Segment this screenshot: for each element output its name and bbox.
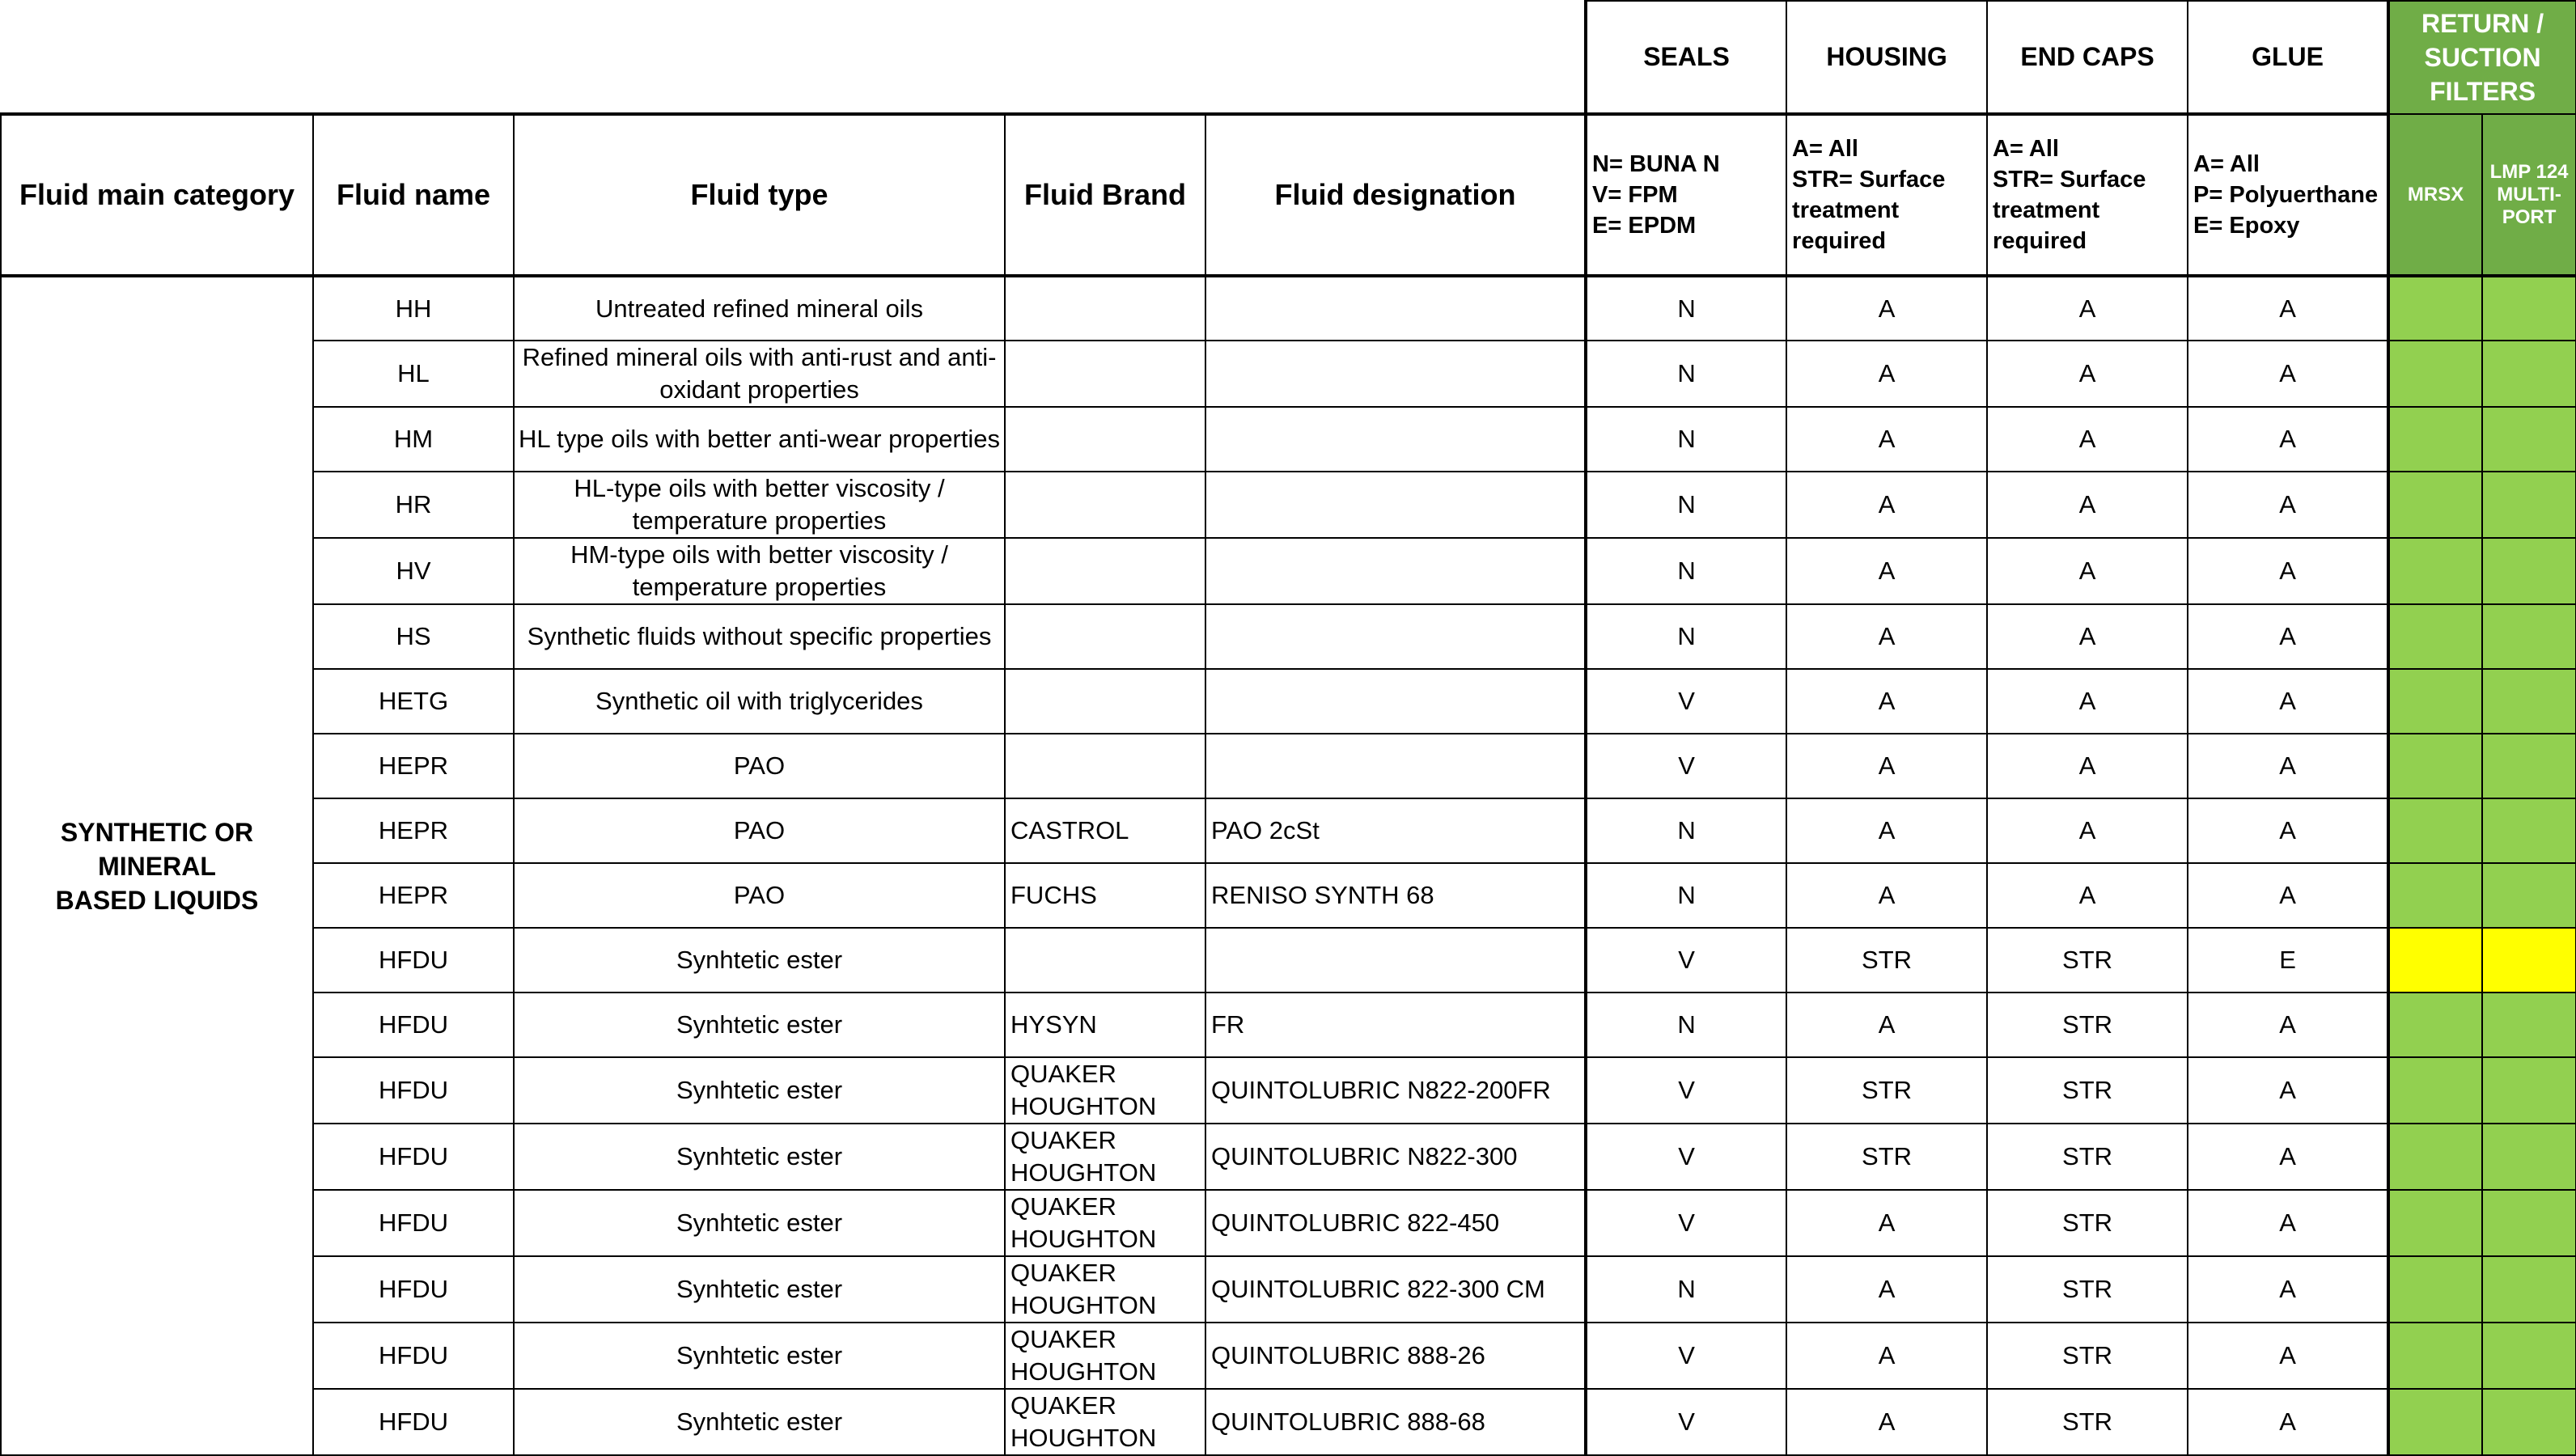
brand-line: QUAKER [1010,1192,1116,1221]
end-caps-cell: STR [1987,1389,2188,1455]
seals-cell: N [1586,863,1786,928]
fluid-designation-cell: RENISO SYNTH 68 [1205,863,1586,928]
fluid-designation-cell [1205,341,1586,407]
fluid-name-cell: HFDU [313,1124,514,1190]
fluid-designation-cell [1205,472,1586,538]
fluid-type-cell: Synthetic fluids without specific properties [514,604,1005,669]
filter-lmp124-status-cell [2482,1124,2576,1190]
brand-line: CASTROL [1010,816,1129,844]
seals-cell: N [1586,276,1786,341]
filter-lmp124-status-cell [2482,863,2576,928]
housing-cell: A [1786,1256,1987,1323]
table-row [1,798,2576,863]
column-header-row [1,114,2576,276]
fluid-designation-cell: PAO 2cSt [1205,798,1586,863]
end-caps-cell: STR [1987,993,2188,1057]
fluid-name-cell: HV [313,538,514,604]
fluid-type-cell: HL type oils with better anti-wear properties [514,407,1005,472]
end-caps-cell: A [1987,669,2188,734]
fluid-designation-cell: FR [1205,993,1586,1057]
brand-line: HOUGHTON [1010,1357,1157,1386]
fluid-type-cell: Synhtetic ester [514,1389,1005,1455]
table-row [1,604,2576,669]
end-caps-cell: A [1987,604,2188,669]
fluid-brand-cell [1005,1323,1205,1389]
glue-legend [2188,114,2388,276]
end-caps-group-header: END CAPS [1987,1,2188,114]
fluid-type-cell: Synhtetic ester [514,928,1005,993]
legend-line: E= EPDM [1592,213,1697,239]
seals-cell: V [1586,1389,1786,1455]
housing-group-header: HOUSING [1786,1,1987,114]
fluid-name-cell: HEPR [313,734,514,798]
fluid-type-cell: Synhtetic ester [514,1190,1005,1256]
fluid-name-cell: HETG [313,669,514,734]
col-filter-lmp124 [2482,114,2576,276]
fluid-name-cell: HFDU [313,1323,514,1389]
fluid-brand-cell [1005,798,1205,863]
seals-cell: N [1586,798,1786,863]
legend-line: STR= Surface [1792,167,1946,193]
glue-cell: A [2188,798,2388,863]
fluid-brand-cell [1005,341,1205,407]
fluid-designation-cell [1205,276,1586,341]
glue-cell: A [2188,1389,2388,1455]
filter-lmp124-status-cell [2482,407,2576,472]
table-row [1,1389,2576,1455]
glue-cell: A [2188,1124,2388,1190]
table-row [1,1256,2576,1323]
brand-line: QUAKER [1010,1259,1116,1287]
filter-lmp124-status-cell [2482,604,2576,669]
fluid-name-cell: HFDU [313,1256,514,1323]
seals-cell: N [1586,604,1786,669]
end-caps-cell: STR [1987,1057,2188,1124]
housing-cell: A [1786,1190,1987,1256]
glue-cell: A [2188,407,2388,472]
housing-cell: A [1786,1323,1987,1389]
legend-line: E= Epoxy [2193,213,2300,239]
housing-cell: A [1786,798,1987,863]
filter-lmp124-status-cell [2482,993,2576,1057]
fluid-name-cell: HL [313,341,514,407]
filters-group-header [2388,1,2576,114]
fluid-type-cell: Untreated refined mineral oils [514,276,1005,341]
main-category-line: SYNTHETIC OR [60,817,254,847]
table-row [1,734,2576,798]
fluid-brand-cell [1005,472,1205,538]
table-row [1,341,2576,407]
fluid-brand-cell [1005,1124,1205,1190]
fluid-name-cell: HEPR [313,798,514,863]
filter-mrsx-status-cell [2388,604,2482,669]
seals-legend [1586,114,1786,276]
end-caps-legend [1987,114,2188,276]
filter-lmp124-status-cell [2482,341,2576,407]
glue-cell: A [2188,604,2388,669]
housing-cell: A [1786,1389,1987,1455]
seals-cell: V [1586,1124,1786,1190]
fluid-brand-cell [1005,276,1205,341]
fluid-name-cell: HFDU [313,1389,514,1455]
fluid-designation-cell [1205,538,1586,604]
fluid-brand-cell [1005,669,1205,734]
filter-lmp124-status-cell [2482,276,2576,341]
fluid-name-cell: HS [313,604,514,669]
housing-cell: A [1786,734,1987,798]
glue-cell: A [2188,1190,2388,1256]
fluid-brand-cell [1005,407,1205,472]
filter-mrsx-status-cell [2388,407,2482,472]
filter-mrsx-status-cell [2388,341,2482,407]
fluid-brand-cell [1005,734,1205,798]
brand-line: QUAKER [1010,1060,1116,1088]
fluid-type-cell: HL-type oils with better viscosity / temperature properties [514,472,1005,538]
filter-mrsx-status-cell [2388,1323,2482,1389]
glue-cell: A [2188,1323,2388,1389]
brand-line: QUAKER [1010,1126,1116,1154]
top-header-row [1,1,2576,114]
housing-cell: A [1786,604,1987,669]
col-filter-mrsx: MRSX [2388,114,2482,276]
glue-cell: A [2188,1057,2388,1124]
end-caps-cell: A [1987,472,2188,538]
filter-mrsx-status-cell [2388,472,2482,538]
table-row [1,993,2576,1057]
lmp-header-line: LMP 124 [2489,160,2569,183]
fluid-brand-cell [1005,928,1205,993]
legend-line: treatment [1792,197,1900,223]
fluid-designation-cell [1205,604,1586,669]
housing-cell: STR [1786,1124,1987,1190]
glue-cell: A [2188,993,2388,1057]
brand-line: QUAKER [1010,1325,1116,1353]
end-caps-cell: STR [1987,1190,2188,1256]
fluid-brand-cell [1005,993,1205,1057]
seals-cell: N [1586,1256,1786,1323]
fluid-type-cell: Synhtetic ester [514,993,1005,1057]
fluid-type-cell: PAO [514,734,1005,798]
fluid-name-cell: HR [313,472,514,538]
legend-line: required [1792,228,1887,254]
main-category-line: MINERAL [98,851,216,881]
fluid-brand-cell [1005,1190,1205,1256]
lmp-header-line: PORT [2502,205,2557,228]
glue-cell: A [2188,538,2388,604]
fluid-designation-cell: QUINTOLUBRIC 822-300 CM [1205,1256,1586,1323]
filter-mrsx-status-cell [2388,734,2482,798]
filter-mrsx-status-cell [2388,1389,2482,1455]
filter-lmp124-status-cell [2482,734,2576,798]
brand-line: HOUGHTON [1010,1291,1157,1319]
table-row [1,407,2576,472]
main-category-line: BASED LIQUIDS [55,885,259,915]
filter-lmp124-status-cell [2482,472,2576,538]
filter-lmp124-status-cell [2482,1256,2576,1323]
fluid-brand-cell [1005,863,1205,928]
col-fluid-brand: Fluid Brand [1005,114,1205,276]
seals-cell: N [1586,472,1786,538]
end-caps-cell: A [1987,798,2188,863]
fluid-designation-cell: QUINTOLUBRIC 888-68 [1205,1389,1586,1455]
housing-cell: STR [1786,1057,1987,1124]
legend-line: N= BUNA N [1592,151,1720,177]
filter-lmp124-status-cell [2482,928,2576,993]
col-fluid-type: Fluid type [514,114,1005,276]
table-row [1,669,2576,734]
brand-line: HOUGHTON [1010,1158,1157,1187]
filter-lmp124-status-cell [2482,1389,2576,1455]
table-row [1,1323,2576,1389]
table-row [1,538,2576,604]
legend-line: treatment [1993,197,2100,223]
table-row [1,928,2576,993]
end-caps-cell: A [1987,341,2188,407]
fluid-type-cell: Synhtetic ester [514,1323,1005,1389]
filter-mrsx-status-cell [2388,538,2482,604]
fluid-brand-cell [1005,604,1205,669]
legend-line: V= FPM [1592,182,1678,208]
legend-line: P= Polyuerthane [2193,182,2379,208]
legend-line: STR= Surface [1993,167,2146,193]
end-caps-cell: STR [1987,1323,2188,1389]
legend-line: A= All [1792,136,1858,162]
filter-mrsx-status-cell [2388,1256,2482,1323]
filter-mrsx-status-cell [2388,669,2482,734]
glue-cell: A [2188,863,2388,928]
end-caps-cell: STR [1987,1124,2188,1190]
glue-cell: E [2188,928,2388,993]
fluid-type-cell: HM-type oils with better viscosity / temperature properties [514,538,1005,604]
seals-cell: V [1586,928,1786,993]
housing-cell: STR [1786,928,1987,993]
fluid-brand-cell [1005,1389,1205,1455]
fluid-designation-cell [1205,928,1586,993]
filter-mrsx-status-cell [2388,1190,2482,1256]
housing-cell: A [1786,863,1987,928]
seals-cell: V [1586,1323,1786,1389]
end-caps-cell: A [1987,538,2188,604]
table-row [1,276,2576,341]
fluid-name-cell: HFDU [313,928,514,993]
housing-cell: A [1786,993,1987,1057]
legend-line: A= All [2193,151,2260,177]
brand-line: HOUGHTON [1010,1424,1157,1452]
filters-header-line: SUCTION [2424,43,2541,72]
legend-line: required [1993,228,2087,254]
fluid-designation-cell: QUINTOLUBRIC 888-26 [1205,1323,1586,1389]
fluid-designation-cell [1205,669,1586,734]
housing-cell: A [1786,407,1987,472]
seals-cell: N [1586,341,1786,407]
fluid-main-category-cell [1,276,313,1455]
glue-cell: A [2188,472,2388,538]
filters-header-line: FILTERS [2430,77,2536,106]
seals-cell: V [1586,1190,1786,1256]
filter-mrsx-status-cell [2388,928,2482,993]
col-fluid-name: Fluid name [313,114,514,276]
glue-cell: A [2188,1256,2388,1323]
housing-cell: A [1786,341,1987,407]
brand-line: HOUGHTON [1010,1225,1157,1253]
seals-cell: N [1586,993,1786,1057]
seals-cell: N [1586,407,1786,472]
fluid-type-cell: Synhtetic ester [514,1057,1005,1124]
blank-corner [1,1,1586,114]
end-caps-cell: STR [1987,1256,2188,1323]
glue-cell: A [2188,734,2388,798]
filter-lmp124-status-cell [2482,1323,2576,1389]
fluid-name-cell: HM [313,407,514,472]
fluid-name-cell: HH [313,276,514,341]
seals-cell: V [1586,669,1786,734]
filter-mrsx-status-cell [2388,993,2482,1057]
legend-line: A= All [1993,136,2059,162]
end-caps-cell: A [1987,863,2188,928]
fluid-designation-cell: QUINTOLUBRIC N822-300 [1205,1124,1586,1190]
fluid-type-cell: Synhtetic ester [514,1256,1005,1323]
filter-mrsx-status-cell [2388,1057,2482,1124]
col-fluid-main-category: Fluid main category [1,114,313,276]
col-fluid-designation: Fluid designation [1205,114,1586,276]
fluid-type-cell: PAO [514,863,1005,928]
glue-group-header: GLUE [2188,1,2388,114]
filter-mrsx-status-cell [2388,798,2482,863]
glue-cell: A [2188,276,2388,341]
glue-cell: A [2188,669,2388,734]
fluid-designation-cell [1205,734,1586,798]
seals-cell: N [1586,538,1786,604]
filter-mrsx-status-cell [2388,863,2482,928]
brand-line: HYSYN [1010,1010,1097,1039]
table-row [1,472,2576,538]
fluid-name-cell: HFDU [313,993,514,1057]
table-row [1,1124,2576,1190]
filter-lmp124-status-cell [2482,1057,2576,1124]
housing-legend [1786,114,1987,276]
fluid-type-cell: PAO [514,798,1005,863]
end-caps-cell: A [1987,407,2188,472]
filter-mrsx-status-cell [2388,1124,2482,1190]
housing-cell: A [1786,276,1987,341]
fluid-type-cell: Refined mineral oils with anti-rust and anti-oxidant properties [514,341,1005,407]
lmp-header-line: MULTI- [2497,183,2561,205]
fluid-type-cell: Synhtetic ester [514,1124,1005,1190]
fluid-name-cell: HEPR [313,863,514,928]
fluid-brand-cell [1005,538,1205,604]
seals-cell: V [1586,1057,1786,1124]
filter-lmp124-status-cell [2482,1190,2576,1256]
housing-cell: A [1786,669,1987,734]
fluid-designation-cell: QUINTOLUBRIC N822-200FR [1205,1057,1586,1124]
fluid-designation-cell [1205,407,1586,472]
fluid-designation-cell: QUINTOLUBRIC 822-450 [1205,1190,1586,1256]
end-caps-cell: A [1987,734,2188,798]
filter-lmp124-status-cell [2482,798,2576,863]
table-row [1,863,2576,928]
brand-line: FUCHS [1010,881,1097,909]
fluid-name-cell: HFDU [313,1190,514,1256]
end-caps-cell: A [1987,276,2188,341]
fluid-type-cell: Synthetic oil with triglycerides [514,669,1005,734]
filter-mrsx-status-cell [2388,276,2482,341]
fluid-brand-cell [1005,1057,1205,1124]
fluid-name-cell: HFDU [313,1057,514,1124]
seals-cell: V [1586,734,1786,798]
table-row [1,1057,2576,1124]
filter-lmp124-status-cell [2482,538,2576,604]
seals-group-header: SEALS [1586,1,1786,114]
brand-line: HOUGHTON [1010,1092,1157,1120]
table-row [1,1190,2576,1256]
filter-lmp124-status-cell [2482,669,2576,734]
fluid-brand-cell [1005,1256,1205,1323]
end-caps-cell: STR [1987,928,2188,993]
filters-header-line: RETURN / [2421,9,2544,38]
housing-cell: A [1786,538,1987,604]
glue-cell: A [2188,341,2388,407]
brand-line: QUAKER [1010,1391,1116,1420]
housing-cell: A [1786,472,1987,538]
